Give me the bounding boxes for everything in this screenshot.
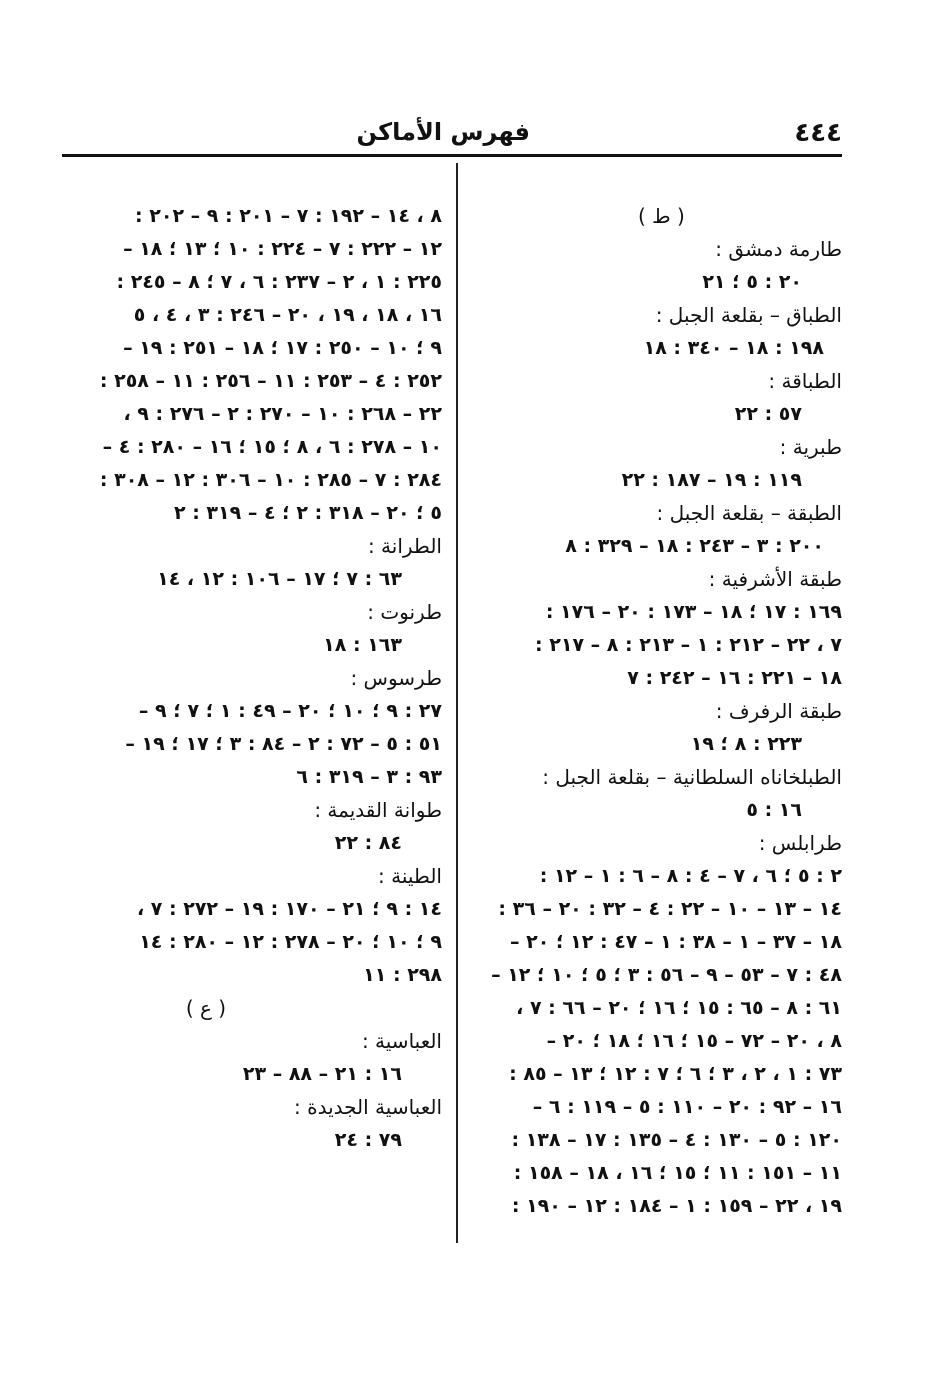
index-ref-line: ٢٧ : ٩ ؛ ١٠ ؛ ٢٠ – ٤٩ : ١ ؛ ٧ ؛ ٩ – (138, 700, 442, 722)
left-column-entries (70, 530, 442, 992)
index-ref-line: ٥ ؛ ٢٠ – ٣١٨ : ٢ ؛ ٤ – ٣١٩ : ٢ (173, 502, 442, 524)
right-column-lines (478, 233, 842, 1223)
index-entry-heading: الطرانة : (367, 534, 442, 558)
column-divider (456, 163, 458, 1243)
index-ref-line: ٢٩٨ : ١١ (363, 964, 442, 986)
index-entry-heading: الطبلخاناه السلطانية – بقلعة الجبل : (542, 765, 842, 789)
page-number: ٤٤٤ (794, 118, 842, 148)
running-title: فهرس الأماكن (356, 118, 530, 146)
index-ref-line: ١١٩ : ١٩ – ١٨٧ : ٢٢ (621, 469, 802, 491)
index-ref-line: ٢٢٣ : ٨ ؛ ١٩ (690, 733, 802, 755)
index-ref-line: ٦٣ : ٧ ؛ ١٧ – ١٠٦ : ١٢ ، ١٤ (157, 568, 402, 590)
index-ref-line: ٢٠٠ : ٣ – ٢٤٣ : ١٨ – ٣٢٩ : ٨ (565, 535, 824, 557)
index-entry-heading: العباسية : (361, 1029, 442, 1053)
index-ref-line: ٨٤ : ٢٢ (334, 832, 402, 854)
left-column-entries-ain (70, 1025, 442, 1157)
index-ref-line: ١٨ – ٣٧ – ١ – ٣٨ : ١ – ٤٧ : ١٢ ؛ ٢٠ – (510, 931, 842, 953)
index-entry-heading: الطباقة : (768, 369, 842, 393)
index-ref-line: ٦١ : ٨ – ٦٥ : ١٥ ؛ ١٦ ؛ ٢٠ – ٦٦ : ٧ ، (516, 997, 842, 1019)
index-entry-heading: طوانة القديمة : (314, 798, 442, 822)
index-entry-heading: طبرية : (779, 435, 842, 459)
section-letter-ta: ( ط ) (638, 204, 685, 228)
index-ref-line: ٧٣ : ١ ، ٢ ، ٣ ؛ ٦ ؛ ٧ : ١٢ ؛ ١٣ – ٨٥ : (509, 1063, 842, 1085)
index-entry-heading: الطبقة – بقلعة الجبل : (656, 501, 842, 525)
left-column (70, 200, 442, 1157)
index-entry-heading: الطباق – بقلعة الجبل : (655, 303, 842, 327)
index-ref-line: ٩ ؛ ١٠ – ٢٥٠ : ١٧ ؛ ١٨ – ٢٥١ : ١٩ – (123, 337, 442, 359)
index-ref-line: ١٦٩ : ١٧ ؛ ١٨ – ١٧٣ : ٢٠ – ١٧٦ : (545, 601, 842, 623)
index-ref-line: ١٩٨ : ١٨ – ٣٤٠ : ١٨ (643, 337, 824, 359)
index-ref-line: ١٠ – ٢٧٨ : ٦ ، ٨ ؛ ١٥ ؛ ١٦ – ٢٨٠ : ٤ – (102, 436, 442, 458)
index-ref-line: ٢٠ : ٥ ؛ ٢١ (702, 271, 802, 293)
index-entry-heading: طبقة الرفرف : (715, 699, 842, 723)
index-ref-line: ٨ ، ٢٠ – ٧٢ – ١٥ ؛ ١٦ ؛ ١٨ ؛ ٢٠ – (546, 1030, 842, 1052)
index-entry-heading: طبقة الأشرفية : (708, 567, 842, 591)
index-ref-line: ٢٨٤ : ٧ – ٢٨٥ : ١٠ – ٣٠٦ : ١٢ – ٣٠٨ : (99, 469, 442, 491)
index-entry-heading: الطينة : (378, 864, 442, 888)
index-ref-line: ١٦ : ٢١ – ٨٨ – ٢٣ (242, 1063, 402, 1085)
index-ref-line: ١٦٣ : ١٨ (323, 634, 402, 656)
index-ref-line: ٤٨ : ٧ – ٥٣ – ٩ – ٥٦ : ٣ ؛ ٥ ؛ ١٠ ؛ ١٢ – (491, 964, 842, 986)
index-ref-line: ٥١ : ٥ – ٧٢ : ٢ – ٨٤ : ٣ ؛ ١٧ ؛ ١٩ – (125, 733, 442, 755)
index-entry-heading: طارمة دمشق : (715, 237, 842, 261)
index-ref-line: ١٨ – ٢٢١ : ١٦ – ٢٤٢ : ٧ (627, 667, 842, 689)
right-column (478, 200, 842, 1223)
index-ref-line: ١٢٠ : ٥ – ١٣٠ : ٤ – ١٣٥ : ١٧ – ١٣٨ : (511, 1129, 842, 1151)
header-rule (62, 154, 842, 157)
index-ref-line: ١١ – ١٥١ : ١١ ؛ ١٥ ؛ ١٦ ، ١٨ – ١٥٨ : (513, 1162, 842, 1184)
section-letter-ain: ( ع ) (185, 996, 227, 1020)
index-ref-line: ٢٢ – ٢٦٨ : ١٠ – ٢٧٠ : ٢ – ٢٧٦ : ٩ ، (123, 403, 442, 425)
index-ref-line: ٢٥٢ : ٤ – ٢٥٣ : ١١ – ٢٥٦ : ١١ – ٢٥٨ : (99, 370, 442, 392)
index-ref-line: ٥٧ : ٢٢ (734, 403, 802, 425)
left-column-continuation (70, 200, 442, 530)
index-entry-heading: العباسية الجديدة : (294, 1095, 442, 1119)
index-ref-line: ١٦ ، ١٨ ، ١٩ ، ٢٠ – ٢٤٦ : ٣ ، ٤ ، ٥ (133, 304, 442, 326)
index-ref-line: ٧٩ : ٢٤ (334, 1129, 402, 1151)
index-ref-line: ١٦ – ٩٢ : ٢٠ – ١١٠ : ٥ – ١١٩ : ٦ – (532, 1096, 842, 1118)
index-ref-line: ١٦ : ٥ (746, 799, 802, 821)
index-ref-line: ٧ ، ٢٢ – ٢١٢ : ١ – ٢١٣ : ٨ – ٢١٧ : (535, 634, 842, 656)
index-ref-line: ١٩ ، ٢٢ – ١٥٩ : ١ – ١٨٤ : ١٢ – ١٩٠ : (511, 1195, 842, 1217)
index-entry-heading: طرابلس : (758, 831, 842, 855)
index-ref-line: ٨ ، ١٤ – ١٩٢ : ٧ – ٢٠١ : ٩ – ٢٠٢ : (135, 205, 442, 227)
page-header (62, 112, 842, 152)
index-ref-line: ١٢ – ٢٢٢ : ٧ – ٢٢٤ : ١٠ ؛ ١٣ ؛ ١٨ – (123, 238, 442, 260)
index-entry-heading: طرسوس : (350, 666, 442, 690)
index-ref-line: ١٤ : ٩ ؛ ٢١ – ١٧٠ : ١٩ – ٢٧٢ : ٧ ، (136, 898, 442, 920)
index-ref-line: ٢٢٥ : ١ ، ٢ – ٢٣٧ : ٦ ، ٧ ؛ ٨ – ٢٤٥ : (116, 271, 442, 293)
index-entry-heading: طرنوت : (367, 600, 442, 624)
index-ref-line: ٢ : ٥ ؛ ٦ ، ٧ – ٤ : ٨ – ٦ : ١ – ١٢ : (539, 865, 842, 887)
index-ref-line: ١٤ – ١٣ – ١٠ – ٢٢ : ٤ – ٣٢ : ٢٠ – ٣٦ : (498, 898, 842, 920)
index-ref-line: ٩٣ : ٣ – ٣١٩ : ٦ (296, 766, 442, 788)
index-ref-line: ٩ ؛ ١٠ ؛ ٢٠ – ٢٧٨ : ١٢ – ٢٨٠ : ١٤ (139, 931, 442, 953)
